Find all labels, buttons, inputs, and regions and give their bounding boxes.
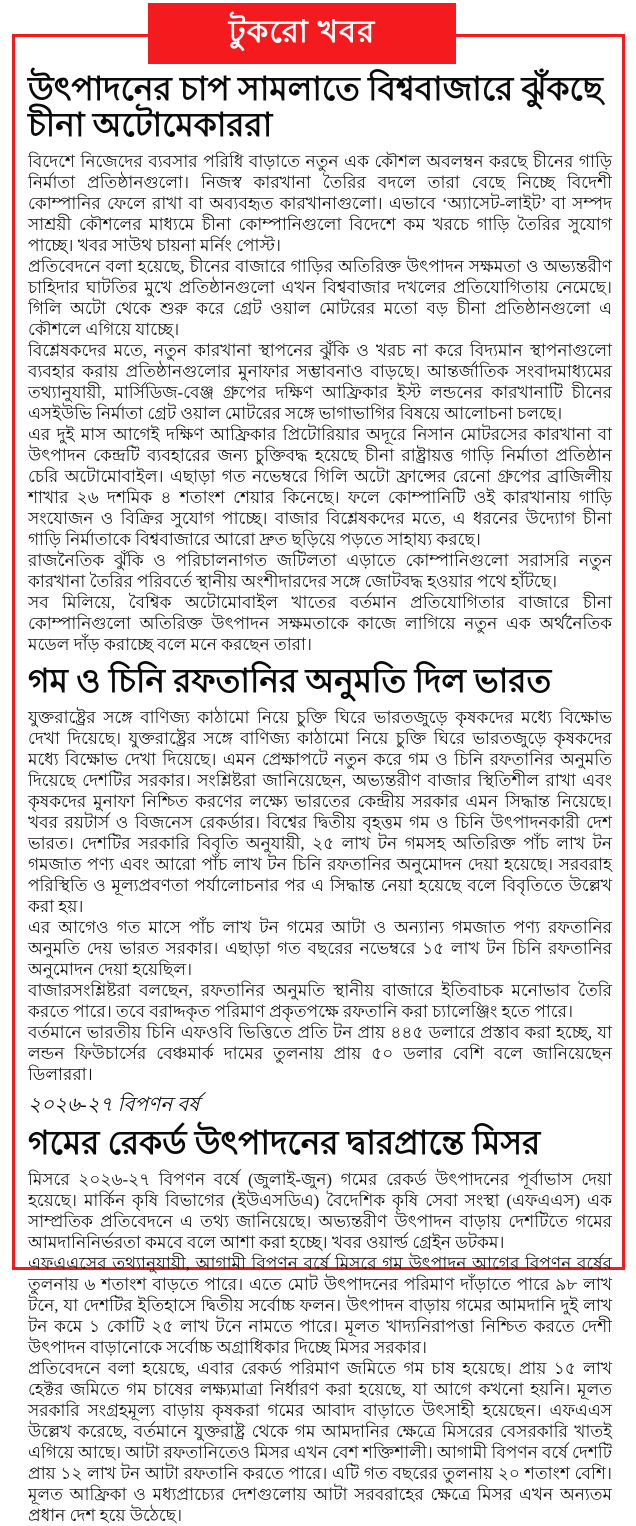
article-2-paragraph-4: বর্তমানে ভারতীয় চিনি এফওবি ভিত্তিতে প্রতি টন প্রায় ৪৪৫ ডলারে প্রস্তাব করা হচ্ছে, যা লন্ডন ফিউচার্সের বেঞ্চমার্ক দামের তুলনায় প্রায় ৫০ ডলার বেশি বলে জানিয়েছেন ডিলাররা। xyxy=(28,1023,612,1084)
article-3-paragraph-1: মিসরে ২০২৬-২৭ বিপণন বর্ষে (জুলাই-জুন) গমের রেকর্ড উৎপাদনের পূর্বাভাস দেয়া হয়েছে। মার্কিন কৃষি বিভাগের (ইউএসডিএ) বৈদেশিক কৃষি সেবা সংস্থা (এফএএস) এক সাম্প্রতিক প্রতিবেদনে এ তথ্য জানিয়েছে। অভ্যন্তরীণ উৎপাদন বাড়ায় দেশটিতে গমের আমদানিনির্ভরতা কমবে বলে আশা করা হচ্ছে। খবর ওয়ার্ল্ড গ্রেইন ডটকম। xyxy=(28,1170,612,1252)
article-1-headline: উৎপাদনের চাপ সামলাতে বিশ্ববাজারে ঝুঁকছে চীনা অটোমেকাররা xyxy=(28,72,603,144)
article-2-paragraph-3: বাজারসংশ্লিষ্টরা বলছেন, রফতানির অনুমতি স্থানীয় বাজারে ইতিবাচক মনোভাব তৈরি করতে পারে। তবে বরাদ্দকৃত পরিমাণ প্রকৃতপক্ষে রফতানি করা চ্যালেঞ্জিং হতে পারে। xyxy=(28,981,612,1021)
article-china-automakers xyxy=(28,72,612,655)
article-2-paragraph-1: যুক্তরাষ্ট্রের সঙ্গে বাণিজ্য কাঠামো নিয়ে চুক্তি ঘিরে ভারতজুড়ে কৃষকদের মধ্যে বিক্ষোভ দেখা দিয়েছে। যুক্তরাষ্ট্রের সঙ্গে বাণিজ্য কাঠামো নিয়ে চুক্তি ঘিরে ভারতজুড়ে কৃষকদের মধ্যে বিক্ষোভ দেখা দিয়েছে। এমন প্রেক্ষাপটে নতুন করে গম ও চিনি রফতানির অনুমতি দিয়েছে দেশটির সরকার। সংশ্লিষ্টরা জানিয়েছেন, অভ্যন্তরীণ বাজার স্থিতিশীল রাখা এবং কৃষকদের মুনাফা নিশ্চিত করণের লক্ষ্যে ভারতের কেন্দ্রীয় সরকার এমন সিদ্ধান্ত নিয়েছে। খবর রয়টার্স ও বিজনেস রেকর্ডার। বিশ্বের দ্বিতীয় বৃহত্তম গম ও চিনি উৎপাদনকারী দেশ ভারত। দেশটির সরকারি বিবৃতি অনুযায়ী, ২৫ লাখ টন গমসহ অতিরিক্ত পাঁচ লাখ টন গমজাত পণ্য এবং আরো পাঁচ লাখ টন চিনি রফতানির অনুমোদন দেয়া হয়েছে। সরবরাহ পরিস্থিতি ও মূল্যপ্রবণতা পর্যালোচনার পর এ সিদ্ধান্ত নেয়া হয়েছে বলে বিবৃতিতে উল্লেখ করা হয়। xyxy=(28,708,612,916)
article-1-paragraph-5: রাজনৈতিক ঝুঁকি ও পরিচালনাগত জটিলতা এড়াতে কোম্পানিগুলো সরাসরি নতুন কারখানা তৈরির পরিবর্তে স্থানীয় অংশীদারদের সঙ্গে জোটবদ্ধ হওয়ার পথে হাঁটছে। xyxy=(28,551,612,591)
article-3-headline: গমের রেকর্ড উৎপাদনের দ্বারপ্রান্তে মিসর xyxy=(28,1126,541,1162)
article-1-paragraph-3: বিশ্লেষকদের মতে, নতুন কারখানা স্থাপনের ঝুঁকি ও খরচ না করে বিদ্যমান স্থাপনাগুলো ব্যবহার করায় প্রতিষ্ঠানগুলোর মুনাফার সম্ভাবনাও বাড়ছে। আন্তর্জাতিক সংবাদমাধ্যমের তথ্যানুযায়ী, মার্সিডিজ-বেঞ্জ গ্রুপের দক্ষিণ আফ্রিকার ইস্ট লন্ডনের কারখানাটি চীনের এসইউভি নির্মাতা গ্রেট ওয়াল মোটরের সঙ্গে ভাগাভাগির বিষয়ে আলোচনা চলছে। xyxy=(28,341,612,423)
article-1-body xyxy=(28,151,612,655)
articles-content xyxy=(28,72,612,1526)
section-banner xyxy=(148,3,456,64)
article-1-paragraph-4: এর দুই মাস আগেই দক্ষিণ আফ্রিকার প্রিটোরিয়ার অদূরে নিসান মোটরসের কারখানা বা উৎপাদন কেন্দ্রটি ব্যবহারের জন্য চুক্তিবদ্ধ হয়েছে চীনা রাষ্ট্রায়ত্ত গাড়ি নির্মাতা প্রতিষ্ঠান চেরি অটোমোবাইল। এছাড়া গত নভেম্বরে গিলি অটো ফ্রান্সের রেনো গ্রুপের ব্রাজিলীয় শাখার ২৬ দশমিক ৪ শতাংশ শেয়ার কিনেছে। ফলে কোম্পানিটি ওই কারখানায় গাড়ি সংযোজন ও বিক্রির সুযোগ পাচ্ছে। বাজার বিশ্লেষকদের মতে, এ ধরনের উদ্যোগ চীনা গাড়ি নির্মাতাকে বিশ্ববাজারে আরো দ্রুত ছড়িয়ে পড়তে সাহায্য করছে। xyxy=(28,425,612,549)
article-1-paragraph-2: প্রতিবেদনে বলা হয়েছে, চীনের বাজারে গাড়ির অতিরিক্ত উৎপাদন সক্ষমতা ও অভ্যন্তরীণ চাহিদার ঘাটতির মুখে প্রতিষ্ঠানগুলো এখন বিশ্ববাজার দখলের প্রতিযোগিতায় নেমেছে। গিলি অটো থেকে শুরু করে গ্রেট ওয়াল মোটরের মতো বড় চীনা প্রতিষ্ঠানগুলো এ কৌশলে এগিয়ে যাচ্ছে। xyxy=(28,257,612,339)
article-3-kicker: ২০২৬-২৭ বিপণন বর্ষ xyxy=(28,1094,200,1116)
article-2-body xyxy=(28,707,612,1085)
article-1-paragraph-6: সব মিলিয়ে, বৈশ্বিক অটোমোবাইল খাতের বর্তমান প্রতিযোগিতার বাজারে চীনা কোম্পানিগুলো অতিরিক্ত উৎপাদন সক্ষমতাকে কাজে লাগিয়ে নতুন এক অর্থনৈতিক মডেল দাঁড় করাচ্ছে বলে মনে করছেন তারা। xyxy=(28,593,612,654)
article-3-body xyxy=(28,1169,612,1526)
article-2-paragraph-2: এর আগেও গত মাসে পাঁচ লাখ টন গমের আটা ও অন্যান্য গমজাত পণ্য রফতানির অনুমতি দেয় ভারত সরকার। এছাড়া গত বছরের নভেম্বরে ১৫ লাখ টন চিনি রফতানির অনুমোদন দেয়া হয়েছিল। xyxy=(28,918,612,979)
article-egypt-wheat-record xyxy=(28,1094,612,1526)
article-3-paragraph-3: প্রতিবেদনে বলা হয়েছে, এবার রেকর্ড পরিমাণ জমিতে গম চাষ হয়েছে। প্রায় ১৫ লাখ হেক্টর জমিতে গম চাষের লক্ষ্যমাত্রা নির্ধারণ করা হয়েছে, যা আগে কখনো হয়নি। মূলত সরকারি সংগ্রহমূল্য বাড়ায় কৃষকরা গমের আবাদ বাড়াতে উৎসাহী হয়েছেন। এফএএস উল্লেখ করেছে, বর্তমানে যুক্তরাষ্ট্র থেকে গম আমদানির ক্ষেত্রে মিসরের বেসরকারি খাতই এগিয়ে আছে। আটা রফতানিতেও মিসর এখন বেশ শক্তিশালী। আগামী বিপণন বর্ষে দেশটি প্রায় ১২ লাখ টন আটা রফতানি করতে পারে। এটি গত বছরের তুলনায় ২০ শতাংশ বেশি। মূলত আফ্রিকা ও মধ্যপ্রাচ্যের দেশগুলোয় আটা সরবরাহের ক্ষেত্রে মিসর এখন অন্যতম প্রধান দেশ হয়ে উঠেছে। xyxy=(28,1359,612,1525)
article-india-wheat-sugar-export xyxy=(28,664,612,1085)
article-1-paragraph-1: বিদেশে নিজেদের ব্যবসার পরিধি বাড়াতে নতুন এক কৌশল অবলম্বন করছে চীনের গাড়ি নির্মাতা প্রতিষ্ঠানগুলো। নিজস্ব কারখানা তৈরির বদলে তারা বেছে নিচ্ছে বিদেশী কোম্পানির ফেলে রাখা বা অব্যবহৃত কারখানাগুলো। এভাবে ‘অ্যাসেট-লাইট’ বা সম্পদ সাশ্রয়ী কৌশলের মাধ্যমে চীনা কোম্পানিগুলো বিদেশে কম খরচে গাড়ি তৈরির সুযোগ পাচ্ছে। খবর সাউথ চায়না মর্নিং পোস্ট। xyxy=(28,152,612,255)
article-2-headline: গম ও চিনি রফতানির অনুমতি দিল ভারত xyxy=(28,664,552,700)
article-3-paragraph-2: এফএএসের তথ্যানুযায়ী, আগামী বিপণন বর্ষে মিসরে গম উৎপাদন আগের বিপণন বর্ষের তুলনায় ৬ শতাংশ বাড়তে পারে। এতে মোট উৎপাদনের পরিমাণ দাঁড়াতে পারে ৯৮ লাখ টনে, যা দেশটির ইতিহাসে দ্বিতীয় সর্বোচ্চ ফলন। উৎপাদন বাড়ায় গমের আমদানি দুই লাখ টন কমে ১ কোটি ২৫ লাখ টনে নামতে পারে। মূলত খাদ্যনিরাপত্তা নিশ্চিত করতে দেশী উৎপাদন বাড়ানোকে সর্বোচ্চ অগ্রাধিকার দিচ্ছে মিসর সরকার। xyxy=(28,1254,612,1357)
section-banner-label: টুকরো খবর xyxy=(228,13,376,49)
